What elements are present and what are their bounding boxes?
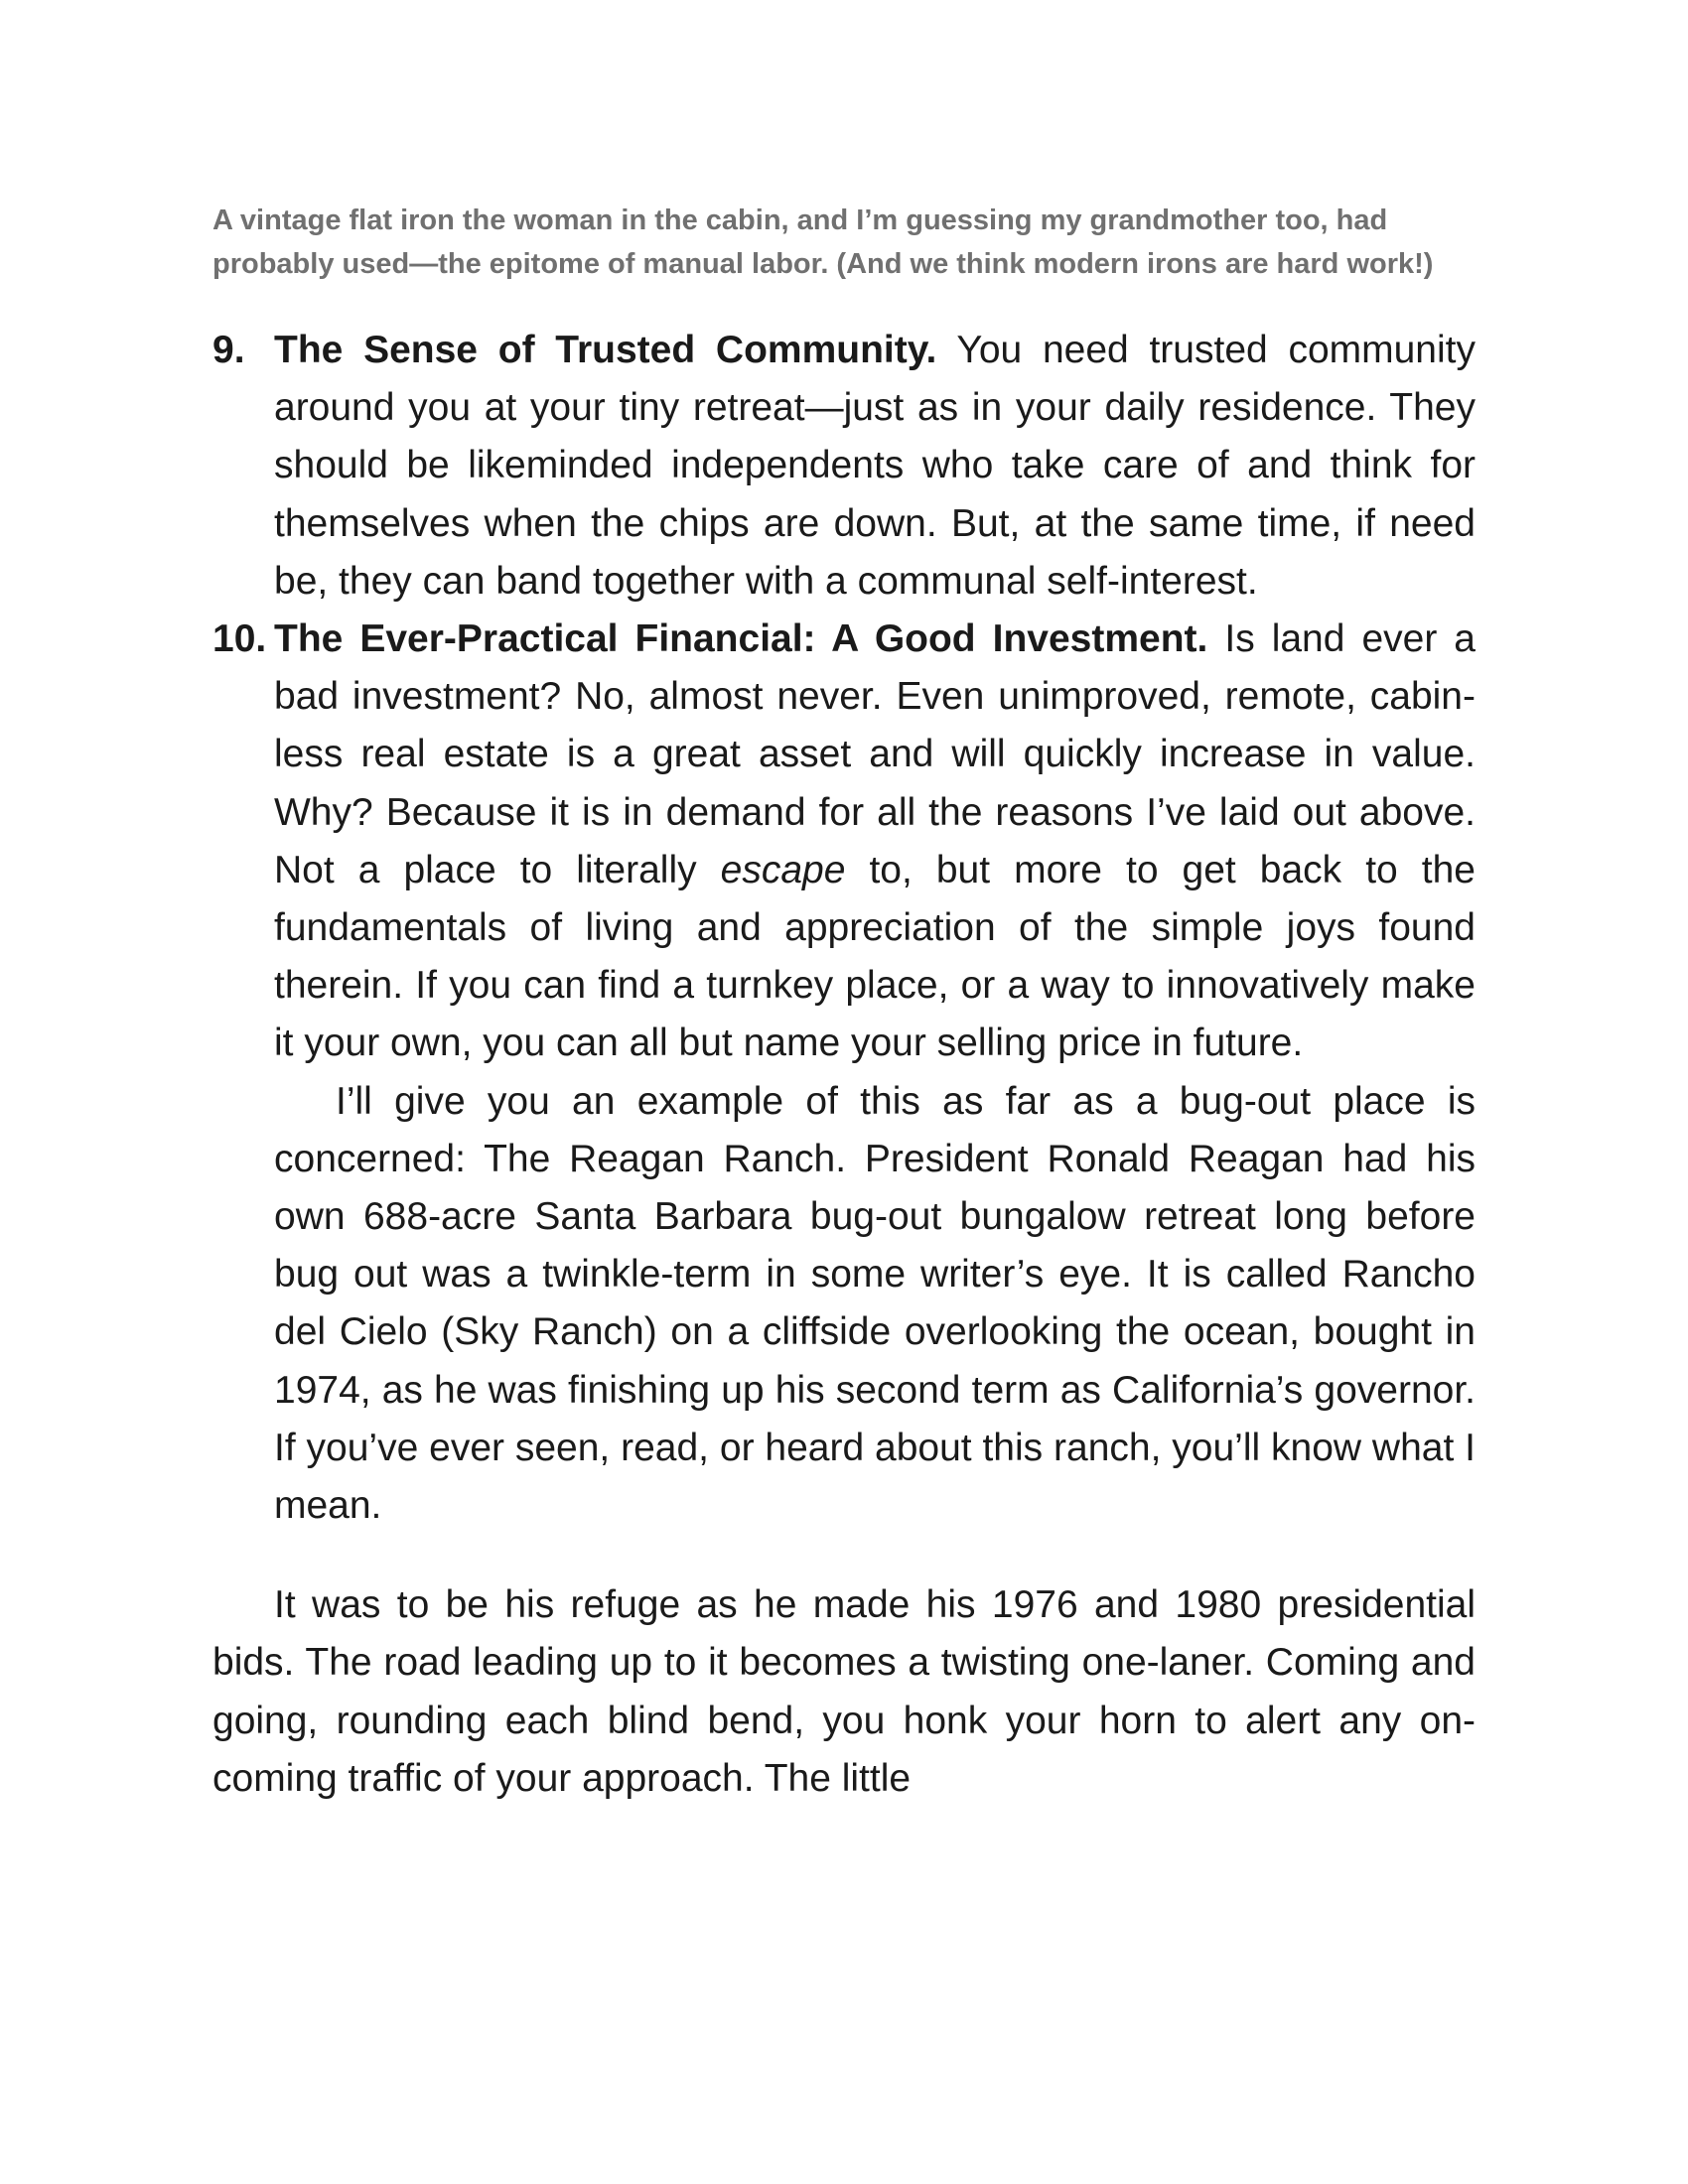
- list-item-paragraph: [274, 611, 1476, 1073]
- image-caption: A vintage flat iron the woman in the cabin, and I’m guessing my grandmother too, had probably used—the epitome of manual labor. (And we think modern irons are hard work!): [212, 205, 1434, 280]
- list-item-title: The Ever-Practical Financial: A Good Investment.: [274, 617, 1208, 661]
- document-page: [212, 199, 1476, 1808]
- list-item-text: Is land ever a bad investment? No, almost never. Even unimproved, remote, cabin-less real estate is a great asset and will quickly increase in value. Why? Because it is in demand for all the reasons I’ve laid out above. Not a place to literally: [274, 617, 1477, 891]
- list-item-text-continued: to, but more to get back to the fundamentals of living and appreciation of the simple joys found therein. If you can find a turnkey place, or a way to innovatively make it your own, you can all but name your selling price in future.: [274, 848, 1476, 1065]
- list-item-10: [212, 611, 1476, 1535]
- emphasis-text: escape: [720, 848, 846, 891]
- list-number: 9.: [212, 329, 245, 371]
- list-item-title: The Sense of Trusted Community.: [274, 329, 937, 371]
- list-number: 10.: [212, 617, 267, 661]
- list-item-9: [212, 322, 1476, 611]
- body-paragraph: It was to be his refuge as he made his 1976 and 1980 presidential bids. The road leading up to it becomes a twisting one-laner. Coming and going, rounding each blind bend, you honk your horn to alert any on-coming traffic of your approach. The little: [212, 1583, 1476, 1800]
- list-item-paragraph: [274, 322, 1476, 611]
- list-item-continuation-paragraph: I’ll give you an example of this as far as a bug-out place is concerned: The Reagan Ranch. President Ronald Reagan had his own 688-acre Santa Barbara bug-out bungalow retreat long before bug out was a twinkle-term in some writer’s eye. It is called Rancho del Cielo (Sky Ranch) on a cliffside overlooking the ocean, bought in 1974, as he was finishing up his second term as California’s governor. If you’ve ever seen, read, or heard about this ranch, you’ll know what I mean.: [274, 1079, 1476, 1528]
- list-item-text: You need trusted community around you at your tiny retreat—just as in your daily residence. They should be likeminded independents who take care of and think for themselves when the chips are down. But, at the same time, if need be, they can band together with a communal self-interest.: [274, 329, 1476, 603]
